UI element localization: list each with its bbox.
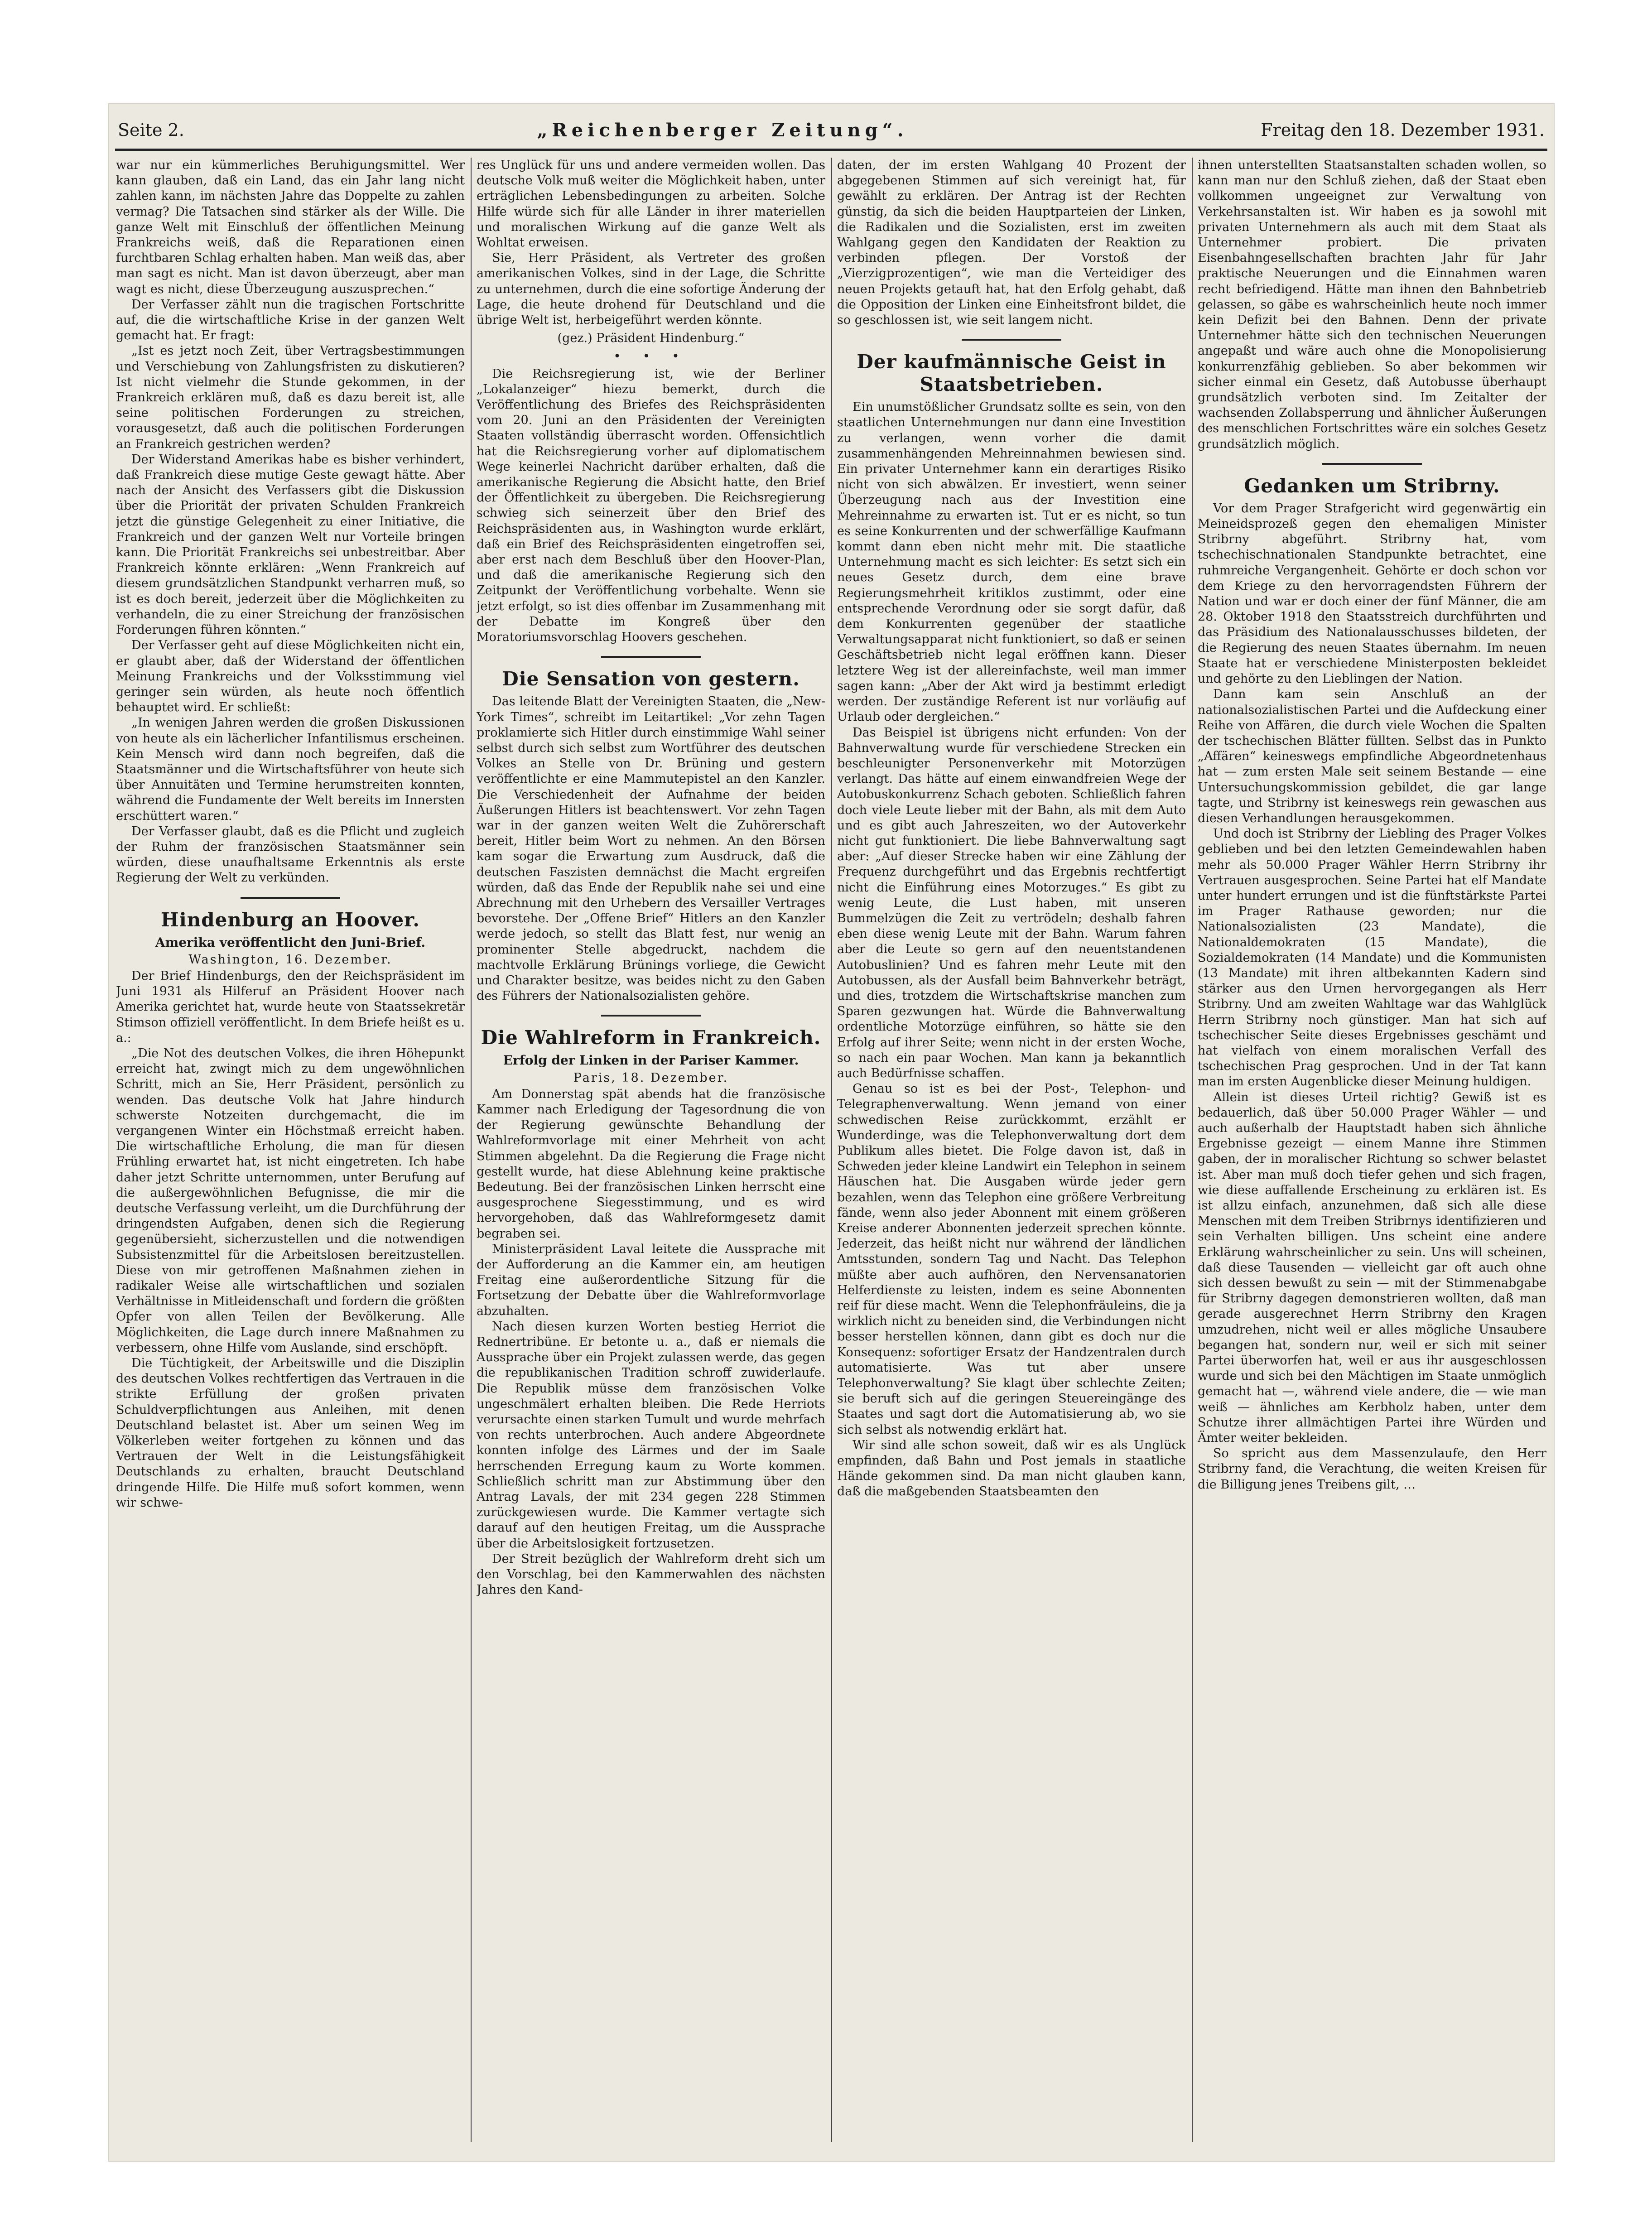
headline-kaufmaennischer-geist: Der kaufmännische Geist in Staatsbetrieben. bbox=[857, 351, 1166, 396]
paragraph: Sie, Herr Präsident, als Vertreter des großen amerikanischen Volkes, sind in der Lage, die Schritte zu unternehmen, durch die eine sofortige Änderung der Lage, die heute drohend für Deutschland und die übrige Welt ist, herbeigeführt werden könnte. bbox=[477, 251, 825, 328]
paragraph: Das Beispiel ist übrigens nicht erfunden: Von der Bahnverwaltung wurde für verschiedene Strecken ein beschleunigter Personenverkehr mit Motorzügen verlangt. Das hätte auf einem einwandfreien Wege der Autobuskonkurrenz Schach geboten. Schließlich fahren doch viele Leute lieber mit der Bahn, als mit dem Auto und es gibt auch Jahreszeiten, wo der Autoverkehr nicht gut funktioniert. Die liebe Bahnverwaltung sagt aber: „Auf dieser Strecke haben wir eine Zählung der Frequenz durchgeführt und das Ergebnis rechtfertigt nicht die Einführung eines Motorzuges.“ Es gibt zu wenig Leute, die Lust haben, mit unseren Bummelzügen die Zeit zu vertrödeln; deshalb fahren eben diese wenig Leute mit der Bahn. Warum fahren aber die Leute so gern auf den neuentstandenen Autobuslinien? Und es fahren mehr Leute mit den Autobussen, als der Ausfall beim Bahnverkehr beträgt, und dies, trotzdem die Wirtschaftskrise manchen zum Sparen gezwungen hat. Würde die Bahnverwaltung ordentliche Motorzüge einführen, so hätte sie den Erfolg auf ihrer Seite; wenn nicht in der ersten Woche, so nach ein paar Wochen. Man kann ja bekanntlich auch Bedürfnisse schaffen. bbox=[837, 725, 1186, 1080]
paragraph: „Die Not des deutschen Volkes, die ihren Höhepunkt erreicht hat, zwingt mich zu dem ungewöhnlichen Schritt, mich an Sie, Herr Präsident, persönlich zu wenden. Das deutsche Volk hat Jahre hindurch schwerste Notzeiten durchgemacht, die im vergangenen Winter ein Höchstmaß erreicht haben. Die wirtschaftliche Erholung, die man für diesen Frühling erwartet hat, ist nicht eingetreten. Ich habe daher jetzt Schritte unternommen, unter Berufung auf die außergewöhnlichen Befugnisse, die mir die deutsche Verfassung verleiht, um die Durchführung der dringendsten Aufgaben, denen sich die Regierung gegenübersieht, sicherzustellen und die notwendigen Subsistenzmittel für die Arbeitslosen bereitzustellen. Diese von mir getroffenen Maßnahmen ziehen in radikaler Weise alle wirtschaftlichen und sozialen Verhältnisse in Mitleidenschaft und fordern die größten Opfer von allen Teilen der Bevölkerung. Alle Möglichkeiten, die Lage durch innere Maßnahmen zu verbessern, ohne Hilfe vom Auslande, sind erschöpft. bbox=[116, 1046, 465, 1355]
paragraph: Der Verfasser zählt nun die tragischen Fortschritte auf, die die wirtschaftliche Krise in der ganzen Welt gemacht hat. Er fragt: bbox=[116, 297, 465, 343]
paragraph: daten, der im ersten Wahlgang 40 Prozent der abgegebenen Stimmen auf sich vereinigt hat, für gewählt zu erklären. Der Antrag ist der Rechten günstig, da sich die beiden Hauptparteien der Linken, die Radikalen und die Sozialisten, erst im zweiten Wahlgang gegen den Kandidaten der Reaktion zu verbinden pflegen. Der Vorstoß der „Vierzigprozentigen“, wie man die Verteidiger des neuen Projekts getauft hat, hat den Erfolg gehabt, daß die Opposition der Linken eine Einheitsfront bildet, die so geschlossen ist, wie seit langem nicht. bbox=[837, 158, 1186, 328]
column-rule bbox=[1192, 158, 1193, 2142]
paragraph: Der Streit bezüglich der Wahlreform dreht sich um den Vorschlag, bei den Kammerwahlen des nächsten Jahres den Kand- bbox=[477, 1551, 825, 1597]
paragraph: Genau so ist es bei der Post-, Telephon- und Telegraphenverwaltung. Wenn jemand von einer schwedischen Reise zurückkommt, erzählt er Wunderdinge, was die Telephonverwaltung dort dem Publikum alles bietet. Die Folge davon ist, daß in Schweden jeder kleine Landwirt ein Telephon in seinem Häuschen hat. Die Ausgaben würde jeder gern bezahlen, wenn das Telephon eine größere Verbreitung fände, wenn also jeder Abonnent mit einem größeren Kreise anderer Abonnenten jederzeit sprechen könnte. Jederzeit, das heißt nicht nur während der ländlichen Amtsstunden, sondern Tag und Nacht. Das Telephon müßte aber auch aufhören, den Nervensanatorien Helferdienste zu leisten, indem es seine Abonnenten reif für diese macht. Wenn die Telephonfräuleins, die ja wirklich nicht zu beneiden sind, die Verbindungen nicht besser herstellen können, dann gibt es doch nur die Konsequenz: sofortiger Ersatz der Handzentralen durch automatisierte. Was tut aber unsere Telephonverwaltung? Sie klagt über schlechte Zeiten; sie beruft sich auf die geringen Steuereingänge des Staates und sagt dort die Automatisierung ab, wo sie sich selbst als notwendig erklärt hat. bbox=[837, 1082, 1186, 1437]
paragraph: Der Verfasser geht auf diese Möglichkeiten nicht ein, er glaubt aber, daß der Widerstand der öffentlichen Meinung Frankreichs und der Volksstimmung viel geringer sein würden, als heute noch öffentlich behauptet wird. Er schließt: bbox=[116, 638, 465, 715]
paragraph: Ministerpräsident Laval leitete die Aussprache mit der Aufforderung an die Kammer ein, am heutigen Freitag eine außerordentliche Sitzung für die Fortsetzung der Debatte über die Wahlreformvorlage abzuhalten. bbox=[477, 1242, 825, 1318]
article-divider bbox=[1322, 463, 1422, 465]
paragraph: ihnen unterstellten Staatsanstalten schaden wollen, so kann man nur den Schluß ziehen, daß der Staat eben vollkommen ungeeignet zur Verwaltung von Verkehrsanstalten ist. Wir haben es ja sowohl mit privaten Unternehmern als auch mit dem Staat als Unternehmer probiert. Die privaten Eisenbahngesellschaften brachten Jahr für Jahr praktische Neuerungen und die Einnahmen waren recht befriedigend. Hätte man ihnen den Bahnbetrieb gelassen, so gäbe es wahrscheinlich heute noch immer kein Defizit bei den Bahnen. Denn der private Unternehmer hätte sich den technischen Neuerungen angepaßt und wäre auch ohne die Monopolisierung konkurrenzfähig geblieben. So aber bekommen wir sicher einmal ein Gesetz, daß Autobusse überhaupt grundsätzlich verboten sind. Im Zeitalter der wachsenden Zollabsperrung und ähnlicher Äußerungen des menschlichen Fortschrittes wäre ein solches Gesetz grundsätzlich möglich. bbox=[1198, 158, 1546, 451]
column-rule bbox=[471, 158, 472, 2142]
column-rule bbox=[831, 158, 832, 2142]
headline-sensation: Die Sensation von gestern. bbox=[502, 668, 800, 690]
newspaper-title: „Reichenberger Zeitung“. bbox=[537, 119, 908, 141]
signature: (gez.) Präsident Hindenburg.“ bbox=[557, 331, 745, 346]
separator-dots: • • • bbox=[613, 349, 689, 364]
paragraph: Die Tüchtigkeit, der Arbeitswille und die Disziplin des deutschen Volkes rechtfertigen das Vertrauen in die strikte Erfüllung der großen privaten Schuldverpflichtungen aus Anleihen, mit denen Deutschland belastet ist. Aber um seinen Weg im Völkerleben weiter fortgehen zu können und das Vertrauen der Welt in die Leistungsfähigkeit Deutschlands zu erhalten, braucht Deutschland dringende Hilfe. Die Hilfe muß sofort kommen, wenn wir schwe- bbox=[116, 1356, 465, 1510]
paragraph: Allein ist dieses Urteil richtig? Gewiß ist es bedauerlich, daß über 50.000 Prager Wähler — und auch außerhalb der Hauptstadt haben sich ähnliche Ergebnisse gezeigt — einem Manne ihre Stimmen gaben, der in moralischer Richtung so schwer belastet ist. Aber man muß doch tiefer gehen und sich fragen, wie diese auffallende Erscheinung zu erklären ist. Es ist allzu einfach, anzunehmen, daß sich alle diese Menschen mit dem Treiben Stribrnys identifizieren und sein Verhalten billigen. Uns scheint eine andere Erklärung wahrscheinlicher zu sein. Uns will scheinen, daß diese Tausenden — vielleicht gar oft auch ohne sich dessen bewußt zu sein — mit der Stimmenabgabe für Stribrny dagegen demonstrieren wollten, daß man gerade ausgerechnet Herrn Stribrny den Kragen umzudrehen, nicht weil er alles mögliche Unsaubere begangen hat, sondern nur, weil er sich mit seiner Partei überworfen hat, weil er aus ihr ausgeschlossen wurde und sich bei den Mächtigen im Staate unmöglich gemacht hat —, während viele andere, die — wie man weiß — ähnliches am Kerbholz haben, unter dem Schutze ihrer allmächtigen Partei ihre Würden und Ämter weiter bekleiden. bbox=[1198, 1090, 1546, 1445]
article-divider bbox=[962, 339, 1061, 341]
column-2 bbox=[477, 158, 825, 2142]
article-divider bbox=[241, 897, 340, 899]
dateline: Washington, 16. Dezember. bbox=[188, 952, 392, 967]
issue-date: Freitag den 18. Dezember 1931. bbox=[1261, 120, 1545, 140]
paragraph: Der Brief Hindenburgs, den der Reichspräsident im Juni 1931 als Hilferuf an Präsident Hoover nach Amerika gerichtet hat, wurde heute von Staatssekretär Stimson offiziell veröffentlicht. In dem Briefe heißt es u. a.: bbox=[116, 968, 465, 1045]
paragraph: Am Donnerstag spät abends hat die französische Kammer nach Erledigung der Tagesordnung die von der Regierung gewünschte Behandlung der Wahlreformvorlage mit einer Mehrheit von acht Stimmen abgelehnt. Da die Regierung die Frage nicht gestellt wurde, hat diese Ablehnung keine praktische Bedeutung. Bei der französischen Linken herrscht eine ausgesprochene Siegesstimmung, und es wird hervorgehoben, daß das Wahlreformgesetz damit begraben sei. bbox=[477, 1087, 825, 1241]
dateline: Paris, 18. Dezember. bbox=[573, 1070, 729, 1085]
headline-hindenburg: Hindenburg an Hoover. bbox=[161, 908, 420, 931]
paragraph: „In wenigen Jahren werden die großen Diskussionen von heute als ein lächerlicher Infantilismus erscheinen. Kein Mensch wird dann noch begreifen, daß die Staatsmänner und die Wirtschaftsführer von heute sich über Annuitäten und Termine herumstreiten konnten, während die Fundamente der Welt bereits im Innersten erschüttert waren.“ bbox=[116, 716, 465, 823]
header-rule bbox=[115, 149, 1547, 151]
paragraph: Ein unumstößlicher Grundsatz sollte es sein, von den staatlichen Unternehmungen nur dann eine Investition zu verlangen, wenn vorher die damit zusammenhängenden Mehreinnahmen bewiesen sind. Ein privater Unternehmer kann ein derartiges Risiko nicht von sich abwälzen. Er investiert, wenn seiner Überzeugung nach aus der Investition eine Mehreinnahme zu erwarten ist. Tut er es nicht, so tun es seine Konkurrenten und der schwerfällige Kaufmann kommt dann eben nicht mehr mit. Die staatliche Unternehmung macht es sich leichter: Es setzt sich ein neues Gesetz durch, dem eine brave Regierungsmehrheit kritiklos zustimmt, oder eine entsprechende Verordnung oder sie sorgt dafür, daß dem Konkurrenten gegenüber der staatliche Verwaltungsapparat nicht funktioniert, so daß er seinen Geschäftsbetrieb nicht legal eröffnen kann. Dieser letztere Weg ist der allereinfachste, weil man immer sagen kann: „Aber der Akt wird ja bestimmt erledigt werden. Der zuständige Referent ist nur vorläufig auf Urlaub oder dergleichen.“ bbox=[837, 400, 1186, 724]
headline-wahlreform: Die Wahlreform in Frankreich. bbox=[481, 1026, 821, 1049]
article-divider bbox=[601, 1015, 701, 1017]
column-4 bbox=[1198, 158, 1546, 2142]
headline-stribrny: Gedanken um Stribrny. bbox=[1244, 474, 1500, 497]
subheadline: Erfolg der Linken in der Pariser Kammer. bbox=[503, 1053, 799, 1068]
paragraph: war nur ein kümmerliches Beruhigungsmittel. Wer kann glauben, daß ein Land, das ein Jahr lang nicht zahlen kann, im nächsten Jahre das Doppelte zu zahlen vermag? Die Tatsachen sind stärker als der Wille. Die ganze Welt mit Einschluß der öffentlichen Meinung Frankreichs weiß, daß die Reparationen einen furchtbaren Schlag erhalten haben. Man weiß das, aber man sagt es nicht. Man ist davon überzeugt, aber man wagt es nicht, diese Überzeugung auszusprechen.“ bbox=[116, 158, 465, 296]
paragraph: Nach diesen kurzen Worten bestieg Herriot die Rednertribüne. Er betonte u. a., daß er niemals die Aussprache über ein Projekt zulassen werde, das gegen die republikanischen Tradition schroff zuwiderlaufe. Die Republik müsse dem französischen Volke ungeschmälert erhalten bleiben. Die Rede Herriots verursachte einen starken Tumult und wurde mehrfach von rechts unterbrochen. Auch andere Abgeordnete konnten infolge des Lärmes und der im Saale herrschenden Erregung kaum zu Worte kommen. Schließlich schritt man zur Abstimmung über den Antrag Lavals, der mit 234 gegen 228 Stimmen zurückgewiesen wurde. Die Kammer vertagte sich darauf auf den heutigen Freitag, um die Aussprache über die Arbeitslosigkeit fortzusetzen. bbox=[477, 1319, 825, 1551]
paragraph: Der Widerstand Amerikas habe es bisher verhindert, daß Frankreich diese mutige Geste gewagt hätte. Aber nach der Ansicht des Verfassers gibt die Diskussion über die Priorität der privaten Schulden Frankreich jetzt die günstige Gelegenheit zu einer Initiative, die Frankreich und der ganzen Welt nur Vorteile bringen kann. Die Priorität Frankreichs sei unbestreitbar. Aber Frankreich könnte erklären: „Wenn Frankreich auf diesem grundsätzlichen Standpunkt verharren muß, so ist es doch bereit, jederzeit über die Möglichkeiten zu verhandeln, die zu einer Streichung der französischen Forderungen führen könnten.“ bbox=[116, 452, 465, 637]
paragraph: res Unglück für uns und andere vermeiden wollen. Das deutsche Volk muß weiter die Möglichkeit haben, unter erträglichen Lebensbedingungen zu arbeiten. Solche Hilfe würde sich für alle Länder in ihrer materiellen und moralischen Wirkung auf die ganze Welt als Wohltat erweisen. bbox=[477, 158, 825, 250]
subheadline: Amerika veröffentlicht den Juni-Brief. bbox=[155, 935, 426, 950]
paragraph: Die Reichsregierung ist, wie der Berliner „Lokalanzeiger“ hiezu bemerkt, durch die Veröffentlichung des Briefes des Reichspräsidenten vom 20. Juni an den Präsidenten der Vereinigten Staaten vollständig überrascht worden. Offensichtlich hat die Reichsregierung vorher auf diplomatischem Wege keinerlei Nachricht darüber erhalten, daß die amerikanische Regierung die Absicht hatte, den Brief der Öffentlichkeit zu übergeben. Die Reichsregierung schwieg sich seinerzeit über den Brief des Reichspräsidenten aus, in Washington wurde erklärt, daß ein Brief des Reichspräsidenten eingetroffen sei, aber erst nach dem Beschluß über den Hoover-Plan, und daß die amerikanische Regierung sich den Zeitpunkt der Veröffentlichung vorbehalte. Wenn sie jetzt erfolgt, so ist dies offenbar im Zusammenhang mit der Debatte im Kongreß über den Moratoriumsvorschlag Hoovers geschehen. bbox=[477, 366, 825, 645]
paragraph: Vor dem Prager Strafgericht wird gegenwärtig ein Meineidsprozeß gegen den ehemaligen Minister Stribrny abgeführt. Stribrny hat, vom tschechischnationalen Standpunkte betrachtet, eine ruhmreiche Vergangenheit. Gehörte er doch schon vor dem Kriege zu den hervorragendsten Führern der Nation und war er doch einer der fünf Männer, die am 28. Oktober 1918 den Staatsstreich durchführten und das Präsidium des Nationalausschusses bildeten, der die Regierung des neuen Staates übernahm. Im neuen Staate hat er verschiedene Ministerposten bekleidet und gehörte zu den Lieblingen der Nation. bbox=[1198, 501, 1546, 686]
paragraph: So spricht aus dem Massenzulaufe, den Herr Stribrny fand, die Verachtung, die weiten Kreisen für die Billigung jenes Treibens gilt, … bbox=[1198, 1446, 1546, 1492]
page-number: Seite 2. bbox=[118, 120, 184, 140]
column-1 bbox=[116, 158, 465, 2142]
article-divider bbox=[601, 656, 701, 658]
page-header bbox=[118, 114, 1545, 146]
newspaper-page bbox=[109, 104, 1554, 2161]
paragraph: Wir sind alle schon soweit, daß wir es als Unglück empfinden, daß Bahn und Post jemals in staatliche Hände gekommen sind. Da man nicht glauben kann, daß die maßgebenden Staatsbeamten den bbox=[837, 1438, 1186, 1499]
paragraph: Der Verfasser glaubt, daß es die Pflicht und zugleich der Ruhm der französischen Staatsmänner sein würden, diese unaufhaltsame Erkenntnis als erste Regierung der Welt zu verkünden. bbox=[116, 824, 465, 885]
paragraph: Das leitende Blatt der Vereinigten Staaten, die „New-York Times“, schreibt im Leitartikel: „Vor zehn Tagen proklamierte sich Hitler durch einstimmige Wahl seiner selbst durch sich selbst zum Wortführer des deutschen Volkes an Stelle von Dr. Brüning und gestern veröffentlichte er eine Mammutepistel an den Kanzler. Die Verschiedenheit der Aufnahme der beiden Äußerungen Hitlers ist beachtenswert. Vor zehn Tagen war in der ganzen weiten Welt die Zuhörerschaft bereit, Hitler beim Wort zu nehmen. An den Börsen kam sogar die Erwartung zum Ausdruck, daß die deutschen Faszisten demnächst die Macht ergreifen würden, daß das Ende der Republik nahe sei und eine Abrechnung mit den Urhebern des Versailler Vertrages bevorstehe. Der „Offene Brief“ Hitlers an den Kanzler werde jedoch, so stellt das Blatt fest, nur wenig an prominenter Stelle abgedruckt, nachdem die machtvolle Erklärung Brünings vorliege, die Gewicht und Charakter besitze, was beides nicht zu den Gaben des Führers der Nationalsozialisten gehöre. bbox=[477, 694, 825, 1003]
paragraph: Und doch ist Stribrny der Liebling des Prager Volkes geblieben und bei den letzten Gemeindewahlen haben mehr als 50.000 Prager Wähler Herrn Stribrny ihr Vertrauen ausgesprochen. Seine Partei hat elf Mandate unter hundert errungen und ist die fünftstärkste Partei im Prager Rathause geworden; nur die Nationalsozialisten (23 Mandate), die Nationaldemokraten (15 Mandate), die Sozialdemokraten (14 Mandate) und die Kommunisten (13 Mandate) mit ihren altbekannten Kadern sind stärker aus den Urnen hervorgegangen als Herr Stribrny. Und am zweiten Wahltage war das Wahlglück Herrn Stribrny noch günstiger. Man hat sich auf tschechischer Seite dieses Ergebnisses geschämt und hat vielfach von einem moralischen Verfall des tschechischen Prag gesprochen. Und in der Tat kann man im ersten Augenblicke dieser Meinung huldigen. bbox=[1198, 827, 1546, 1089]
paragraph: „Ist es jetzt noch Zeit, über Vertragsbestimmungen und Verschiebung von Zahlungsfristen zu diskutieren? Ist nicht vielmehr die Stunde gekommen, in der Frankreich erklären muß, daß es dazu bereit ist, alle seine politischen Forderungen zu streichen, vorausgesetzt, daß auch die politischen Forderungen an Frankreich gestrichen werden? bbox=[116, 344, 465, 451]
paragraph: Dann kam sein Anschluß an der nationalsozialistischen Partei und die Aufdeckung einer Reihe von Affären, die durch viele Wochen die Spalten der tschechischen Blätter füllten. Selbst das in Punkto „Affären“ keineswegs empfindliche Abgeordnetenhaus hat — zum ersten Male seit seinem Bestande — eine Untersuchungskommission gebildet, die gar lange tagte, und Stribrny ist keineswegs rein gewaschen aus diesen Verhandlungen herausgekommen. bbox=[1198, 687, 1546, 825]
column-3 bbox=[837, 158, 1186, 2142]
